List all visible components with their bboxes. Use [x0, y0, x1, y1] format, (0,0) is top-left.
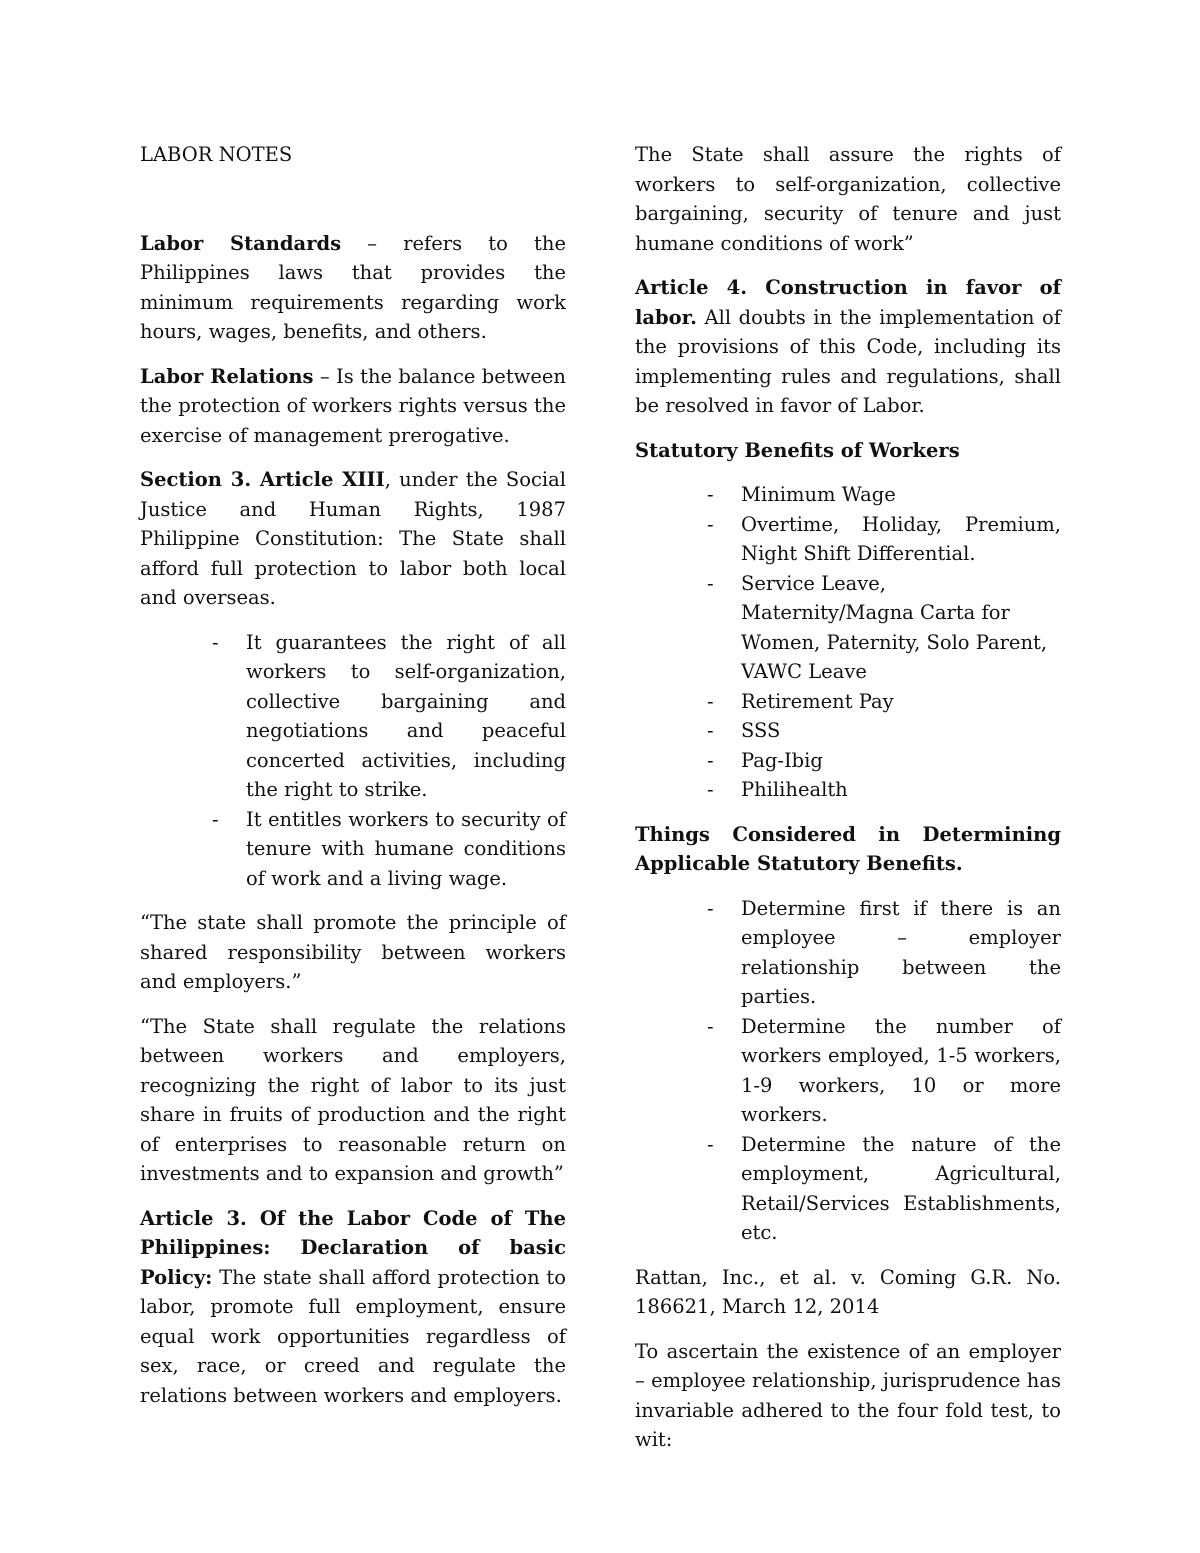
list-item: - Determine the number of workers employed, 1-5 workers, 1-9 workers, 10 or more workers.	[741, 1012, 1061, 1130]
list-item: - Determine first if there is an employee – employer relationship between the parties.	[741, 894, 1061, 1012]
list-item: - Philihealth	[741, 775, 1061, 805]
labor-relations-term: Labor Relations	[140, 364, 314, 388]
list-item: - SSS	[741, 716, 1061, 746]
labor-relations-paragraph	[140, 362, 566, 451]
things-considered-list	[635, 894, 1061, 1248]
list-item: - Service Leave, Maternity/Magna Carta for Women, Paternity, Solo Parent, VAWC Leave	[741, 569, 1061, 687]
list-item: - It guarantees the right of all workers to self-organization, collective bargaining and negotiations and peaceful concerted activities, including the right to strike.	[246, 628, 566, 805]
list-item: - Overtime, Holiday, Premium, Night Shift Differential.	[741, 510, 1061, 569]
labor-relations-definition: – Is the balance between the protection of workers rights versus the exercise of management prerogative.	[140, 364, 566, 447]
list-item: - Pag-Ibig	[741, 746, 1061, 776]
article3-text: The state shall afford protection to labor, promote full employment, ensure equal work opportunities regardless of sex, race, or creed and regulate the relations between workers and employers.	[140, 1265, 566, 1407]
state-rights-paragraph: The State shall assure the rights of workers to self-organization, collective bargaining, security of tenure and just humane conditions of work”	[635, 143, 1061, 255]
list-item: - Determine the nature of the employment, Agricultural, Retail/Services Establishments, etc.	[741, 1130, 1061, 1248]
section3-heading: Section 3. Article XIII	[140, 468, 385, 491]
list-item: - Retirement Pay	[741, 687, 1061, 717]
article3-paragraph	[140, 1204, 566, 1411]
statutory-benefits-heading	[635, 436, 1061, 466]
four-fold-test-paragraph: To ascertain the existence of an employer – employee relationship, jurisprudence has invariable adhered to the four fold test, to wit:	[635, 1339, 1061, 1451]
labor-standards-term: Labor Standards	[140, 231, 342, 255]
things-considered-heading-text: Things Considered in Determining Applicable Statutory Benefits.	[635, 822, 1061, 875]
article4-paragraph	[635, 273, 1061, 421]
labor-standards-paragraph	[140, 229, 566, 347]
article3-heading: Article 3. Of the Labor Code of The Philippines: Declaration of basic Policy:	[140, 1206, 566, 1289]
statutory-benefits-list	[635, 480, 1061, 805]
things-considered-heading	[635, 820, 1061, 879]
statutory-benefits-heading-text: Statutory Benefits of Workers	[635, 438, 960, 462]
shared-responsibility-quote: “The state shall promote the principle of shared responsibility between workers and employers.”	[140, 911, 566, 993]
list-item: - It entitles workers to security of tenure with humane conditions of work and a living wage.	[246, 805, 566, 894]
labor-standards-definition: – refers to the Philippines laws that provides the minimum requirements regarding work hours, wages, benefits, and others.	[140, 231, 566, 343]
section3-paragraph	[140, 465, 566, 613]
section3-bullet-list	[140, 628, 566, 894]
article4-text: All doubts in the implementation of the provisions of this Code, including its implementing rules and regulations, shall be resolved in favor of Labor.	[635, 305, 1061, 417]
article4-heading: Article 4. Construction in favor of labor.	[635, 276, 1061, 329]
right-column	[635, 140, 1061, 1470]
list-item: - Minimum Wage	[741, 480, 1061, 510]
document-title: LABOR NOTES	[140, 143, 293, 166]
case-citation: Rattan, Inc., et al. v. Coming G.R. No. 186621, March 12, 2014	[635, 1265, 1061, 1318]
left-column	[140, 140, 566, 1425]
section3-text: , under the Social Justice and Human Rights, 1987 Philippine Constitution: The State shall afford full protection to labor both local and overseas.	[140, 468, 566, 609]
regulate-relations-quote: “The State shall regulate the relations between workers and employers, recognizing the right of labor to its just share in fruits of production and the right of enterprises to reasonable return on investments and to expansion and growth”	[140, 1014, 566, 1185]
